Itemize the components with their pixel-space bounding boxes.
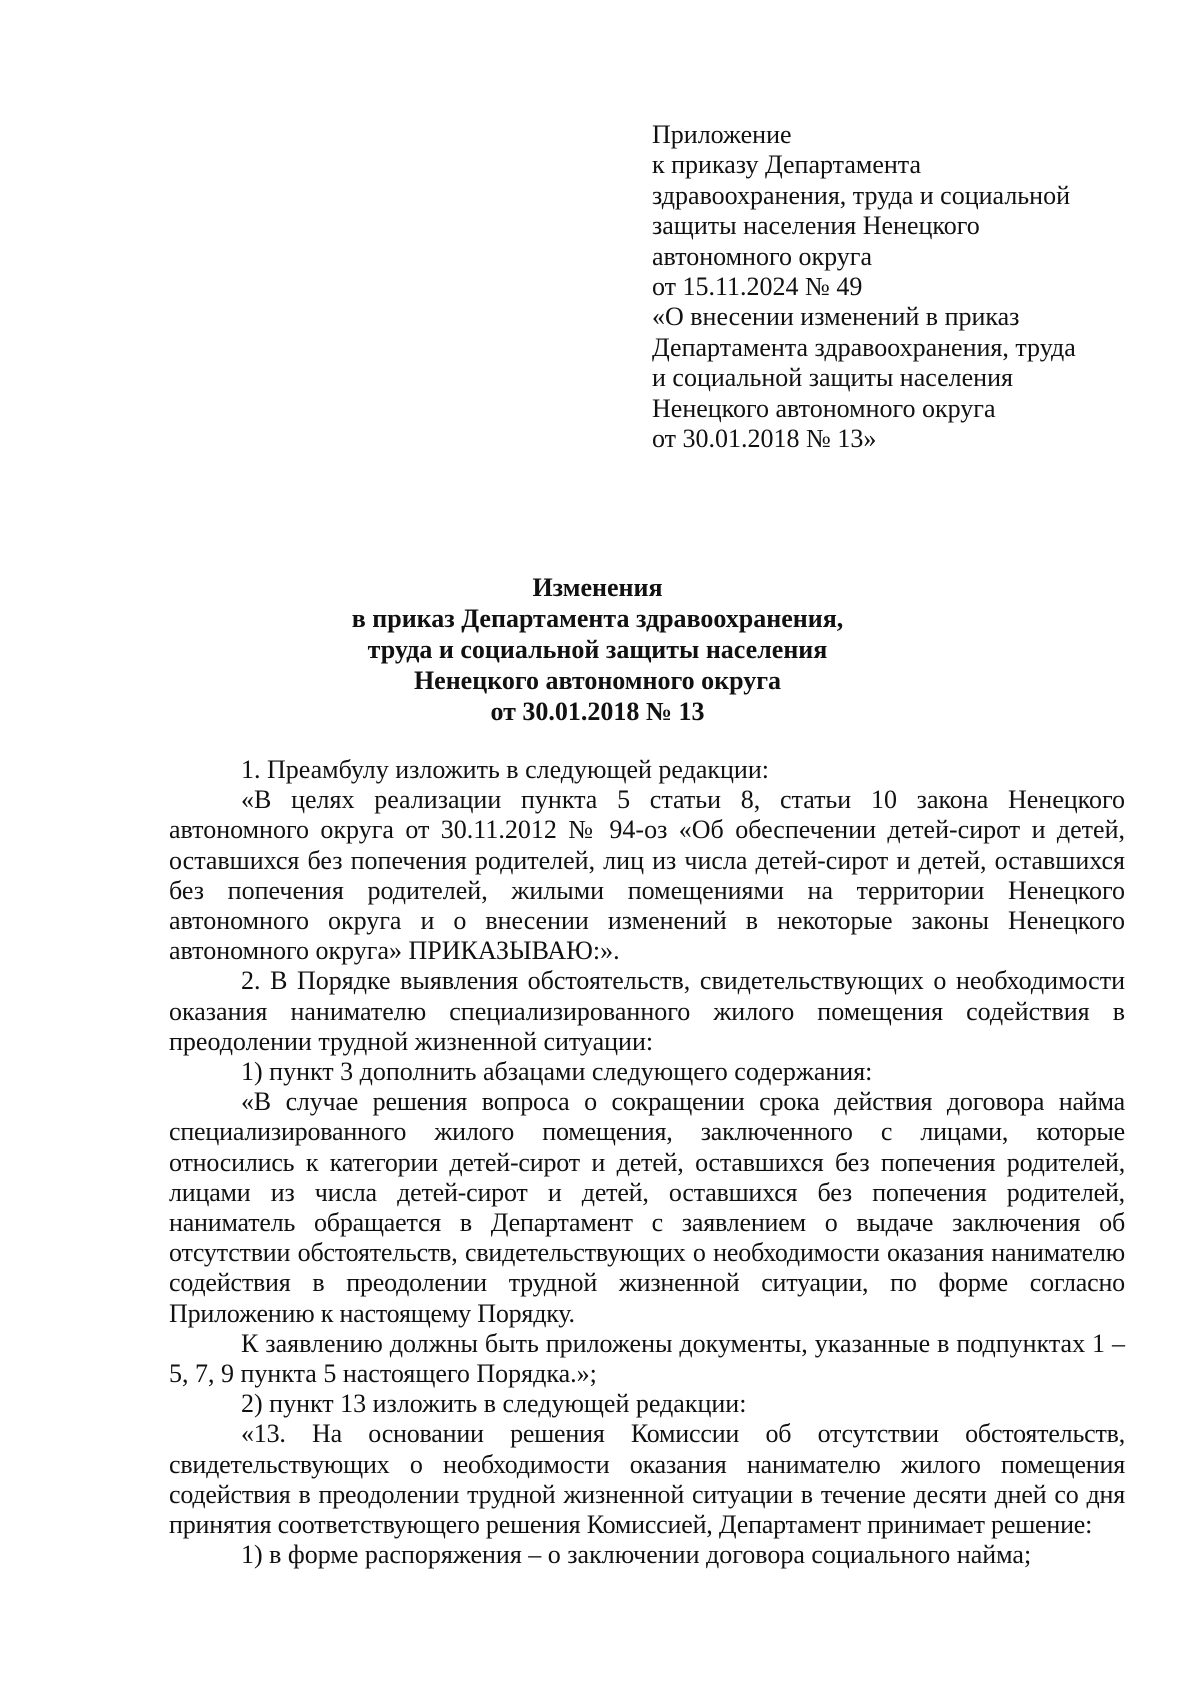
title-line: Изменения (532, 573, 663, 602)
title-line: Ненецкого автономного округа (413, 666, 782, 695)
appendix-line: защиты населения Ненецкого (652, 211, 980, 241)
paragraph-attachments: К заявлению должны быть приложены документы, указанные в подпунктах 1 – 5, 7, 9 пункта 5 настоящего Порядка.»; (169, 1328, 1125, 1389)
paragraph-item-13-text: «13. На основании решения Комиссии об отсутствии обстоятельств, свидетельствующих о необходимости оказания нанимателю жилого помещения содействия в преодолении трудной жизненной ситуации в течение десяти дней со дня принятия соответствующего решения Комиссией, Департамент принимает решение: (169, 1419, 1125, 1540)
title-line: в приказ Департамента здравоохранения, (351, 604, 844, 633)
appendix-line: Приложение (652, 120, 792, 149)
appendix-line: к приказу Департамента (652, 150, 922, 180)
appendix-line: здравоохранения, труда и социальной (652, 180, 1070, 210)
paragraph-decision-form: 1) в форме распоряжения – о заключении договора социального найма; (241, 1540, 1032, 1570)
paragraph-item-3-text: «В случае решения вопроса о сокращении срока действия договора найма специализированного жилого помещения, заключенного с лицами, которые относились к категории детей-сирот и детей, оставшихся без попечения родителей, лицами из числа детей-сирот и детей, оставшихся без попечения родителей, наниматель обращается в Департамент с заявлением о выдаче заключения об отсутствии обстоятельств, свидетельствующих о необходимости оказания нанимателю содействия в преодолении трудной жизненной ситуации, по форме согласно Приложению к настоящему Порядку. (169, 1087, 1125, 1328)
paragraph-preamble-text: «В целях реализации пункта 5 статьи 8, статьи 10 закона Ненецкого автономного округа от 30.11.2012 № 94-оз «Об обеспечении детей-сирот и детей, оставшихся без попечения родителей, лиц из числа детей-сирот и детей, оставшихся без попечения родителей, жилыми помещениями на территории Ненецкого автономного округа и о внесении изменений в некоторые законы Ненецкого автономного округа» ПРИКАЗЫВАЮ:». (169, 785, 1125, 966)
document-body (169, 755, 1125, 1570)
document-title (150, 572, 1045, 727)
title-line: труда и социальной защиты населения (367, 635, 828, 664)
appendix-line: Ненецкого автономного округа (652, 393, 996, 423)
appendix-line: автономного округа (652, 241, 872, 271)
appendix-header (652, 120, 1122, 454)
appendix-line: от 30.01.2018 № 13» (652, 424, 877, 454)
appendix-line: от 15.11.2024 № 49 (652, 272, 863, 302)
paragraph-item-13-instruction: 2) пункт 13 изложить в следующей редакции: (241, 1389, 747, 1419)
appendix-line: и социальной защиты населения (652, 363, 1013, 393)
paragraph-item-3-instruction: 1) пункт 3 дополнить абзацами следующего содержания: (241, 1057, 873, 1087)
title-line: от 30.01.2018 № 13 (490, 697, 705, 726)
paragraph-procedure-intro: 2. В Порядке выявления обстоятельств, свидетельствующих о необходимости оказания нанимателю специализированного жилого помещения содействия в преодолении трудной жизненной ситуации: (169, 966, 1125, 1056)
appendix-line: Департамента здравоохранения, труда (652, 332, 1076, 362)
paragraph-preamble-instruction: 1. Преамбулу изложить в следующей редакции: (241, 755, 769, 784)
appendix-line: «О внесении изменений в приказ (652, 302, 1020, 332)
